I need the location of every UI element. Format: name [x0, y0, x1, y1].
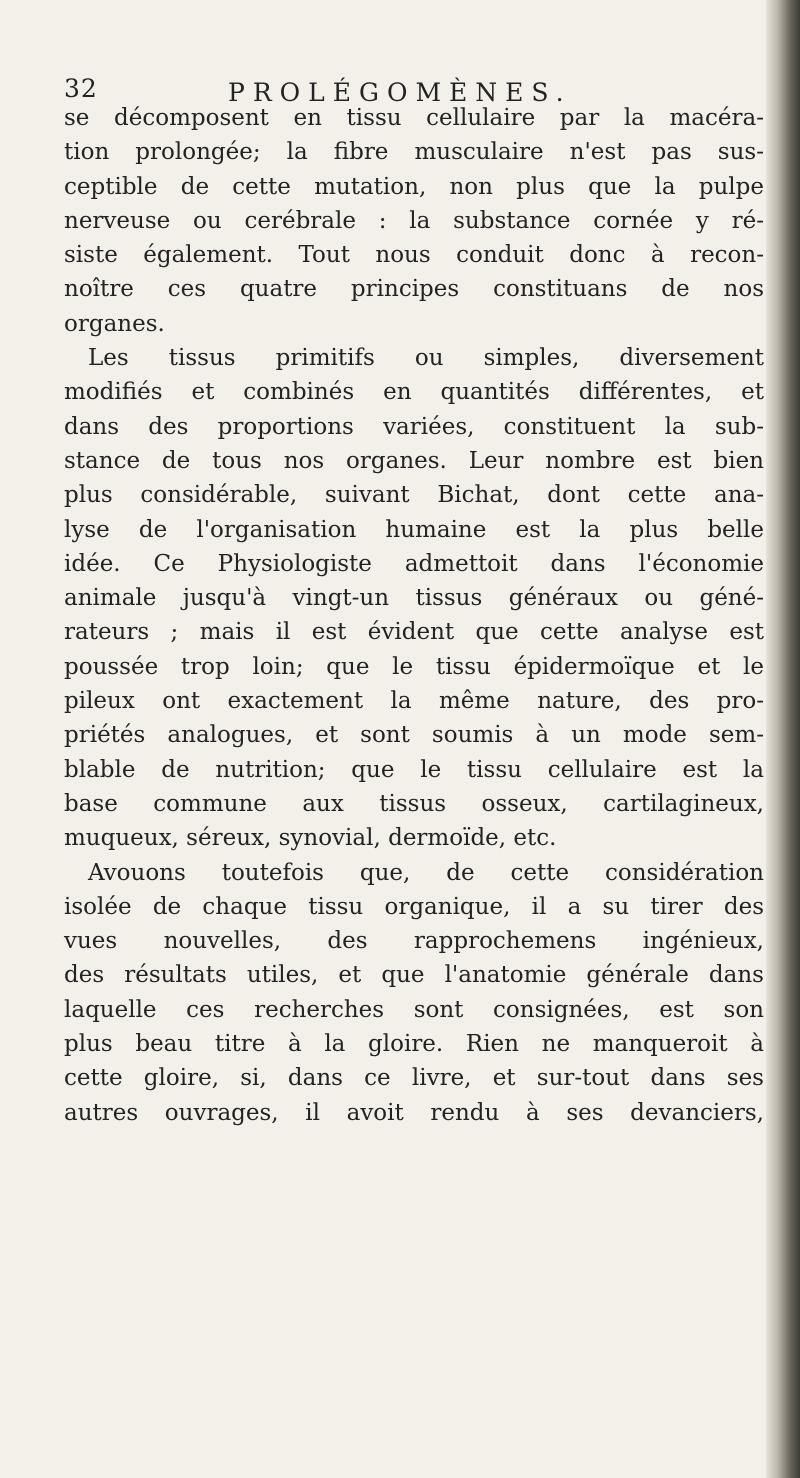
page-gutter-shadow [766, 0, 800, 1478]
text-line: autres ouvrages, il avoit rendu à ses devanciers, [64, 1099, 764, 1126]
text-line: rateurs ; mais il est évident que cette analyse est [64, 619, 764, 646]
text-line: organes. [64, 310, 165, 337]
text-line: des résultats utiles, et que l'anatomie générale dans [64, 962, 764, 989]
text-line: idée. Ce Physiologiste admettoit dans l'économie [64, 550, 764, 577]
text-line: isolée de chaque tissu organique, il a su tirer des [64, 893, 764, 920]
text-line: laquelle ces recherches sont consignées, est son [64, 996, 764, 1023]
text-line: muqueux, séreux, synovial, dermoïde, etc. [64, 825, 557, 852]
text-line: stance de tous nos organes. Leur nombre est bien [64, 447, 764, 474]
text-line: noître ces quatre principes constituans de nos [64, 276, 764, 303]
text-line: Avouons toutefois que, de cette considération [88, 859, 764, 886]
text-line: vues nouvelles, des rapprochemens ingénieux, [64, 928, 764, 955]
running-title: PROLÉGOMÈNES. [228, 78, 572, 107]
text-line: poussée trop loin; que le tissu épidermoïque et le [64, 653, 764, 680]
text-line: animale jusqu'à vingt-un tissus généraux ou géné- [64, 585, 764, 612]
text-line: plus beau titre à la gloire. Rien ne manqueroit à [64, 1031, 764, 1058]
page-number: 32 [64, 74, 98, 103]
text-line: se décomposent en tissu cellulaire par la macéra- [64, 105, 764, 131]
text-line: ceptible de cette mutation, non plus que la pulpe [64, 173, 764, 200]
body-text [64, 101, 764, 1130]
text-line: blable de nutrition; que le tissu cellulaire est la [64, 756, 764, 783]
text-line: modifiés et combinés en quantités différentes, et [64, 379, 764, 406]
text-line: lyse de l'organisation humaine est la plus belle [64, 516, 764, 543]
text-line: plus considérable, suivant Bichat, dont cette ana- [64, 482, 764, 509]
text-line: cette gloire, si, dans ce livre, et sur-tout dans ses [64, 1065, 764, 1092]
text-line: pileux ont exactement la même nature, des pro- [64, 688, 764, 715]
text-line: priétés analogues, et sont soumis à un mode sem- [64, 722, 764, 749]
text-line: Les tissus primitifs ou simples, diversement [88, 345, 764, 372]
text-line: dans des proportions variées, constituent la sub- [64, 413, 764, 440]
text-line: tion prolongée; la fibre musculaire n'est pas sus- [64, 139, 764, 166]
text-line: base commune aux tissus osseux, cartilagineux, [64, 790, 764, 817]
text-line: nerveuse ou cerébrale : la substance cornée y ré- [64, 207, 764, 234]
text-line: siste également. Tout nous conduit donc à recon- [64, 242, 764, 269]
